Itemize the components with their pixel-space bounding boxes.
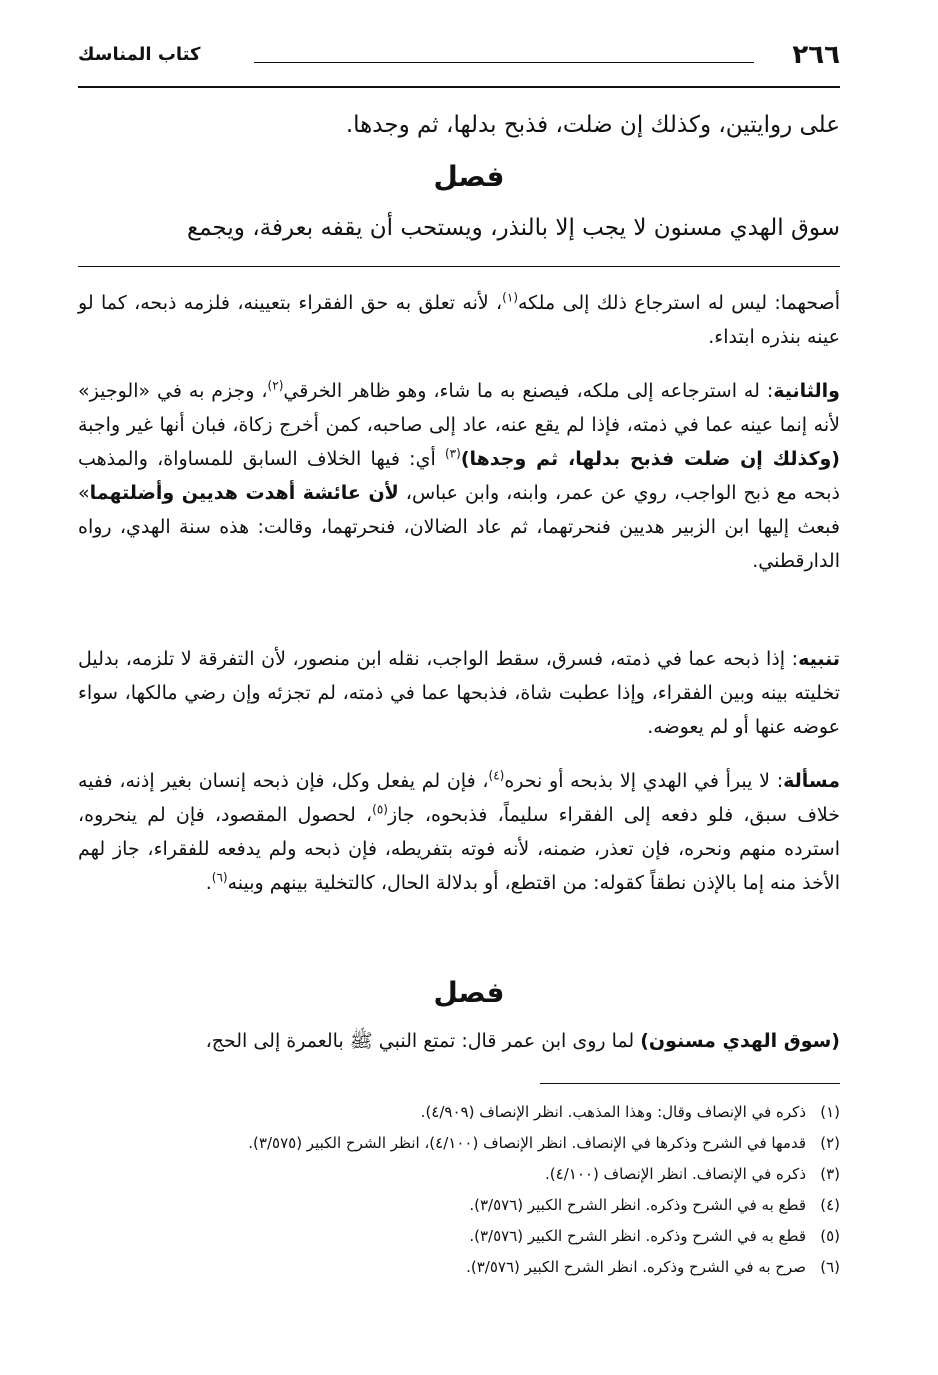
footnote-3 (78, 1159, 840, 1190)
matn-quote: (سوق الهدي مسنون) (640, 1030, 840, 1052)
text-segment: ، لحصول المقصود، فإن لم ينحروه، استرده منهم ونحره، فإن تعذر، ضمنه، لأنه فوته بتفريطه، فإن ذبحه ولم يدفعه للفقراء، جاز لهم الأخذ منه إما بالإذن نطقاً كقوله: من اقتطع، أو بدلالة الحال، كالتخلية بينهم وبينه (78, 804, 840, 894)
footnote-text: ذكره في الإنصاف وقال: وهذا المذهب. انظر الإنصاف (٤/٩٠٩). (420, 1103, 806, 1121)
header-rule (254, 62, 754, 63)
commentary-paragraph-4 (78, 764, 840, 900)
footnote-4 (78, 1190, 840, 1221)
footnote-ref[interactable]: (٣) (444, 446, 461, 461)
page-header (78, 38, 840, 78)
text-segment: ، وجزم به في «الوجيز» لأنه إنما عينه عما في ذمته، فإذا لم يقع عنه، عاد إلى صاحبه، كمن أخرج زكاة، فبان أنها غير واجبة (78, 380, 840, 436)
text-segment: : إذا ذبحه عما في ذمته، فسرق، سقط الواجب، نقله ابن منصور، لأن التفرقة لا تلزمه، بدليل تخليته بينه وبين الفقراء، وإذا عطبت شاة، فذبحها عما في ذمته، لم تجزئه وإن رضي مالكها، سواء عوضه عنها أو لم يعوضه. (78, 648, 840, 738)
footnote-number: (٤) (820, 1196, 840, 1214)
footnote-text: قدمها في الشرح وذكرها في الإنصاف. انظر الإنصاف (٤/١٠٠)، انظر الشرح الكبير (٣/٥٧٥). (248, 1134, 806, 1152)
footnote-number: (٦) (820, 1258, 840, 1276)
footnotes (78, 1097, 840, 1283)
term-thaniya: والثانية (773, 380, 840, 402)
commentary-paragraph-1 (78, 286, 840, 354)
footnote-ref[interactable]: (٥) (372, 802, 388, 817)
footnote-ref[interactable]: (٤) (488, 768, 505, 783)
term-tanbih: تنبيه (798, 648, 840, 670)
commentary-paragraph-5 (78, 1024, 840, 1058)
hadith-quote: لأن عائشة أهدت هديين وأضلتهما (89, 482, 399, 504)
commentary-paragraph-2 (78, 374, 840, 578)
footnote-number: (١) (820, 1103, 840, 1121)
text-segment: : له استرجاعه إلى ملكه، فيصنع به ما شاء، وهو ظاهر الخرقي (283, 380, 774, 402)
text-segment: : ليس له استرجاع ذلك إلى ملكه (518, 292, 781, 314)
text-segment: أي: فيها الخلاف السابق للمساواة، والمذهب ذبحه مع ذبح الواجب، روي عن عمر، وابنه، وابن عباس، (78, 448, 840, 504)
matn-line-1: على روايتين، وكذلك إن ضلت، فذبح بدلها، ثم وجدها. (345, 112, 840, 138)
footnote-2 (78, 1128, 840, 1159)
text-segment: . (205, 872, 212, 894)
matn-quote: (وكذلك إن ضلت فذبح بدلها، ثم وجدها) (460, 448, 840, 470)
text-segment: ، لأنه تعلق به حق الفقراء بتعيينه، فلزمه ذبحه، كما لو عينه بنذره ابتداء. (78, 292, 840, 348)
footnote-6 (78, 1252, 840, 1283)
section-heading-2: فصل (433, 976, 505, 1009)
text-segment: : لا يبرأ في الهدي إلا بذبحه أو نحره (504, 770, 784, 792)
text-segment: » فبعث إليها ابن الزبير هديين فنحرتهما، ثم عاد الضالان، فنحرتهما، وقالت: هذه سنة الهدي، رواه الدارقطني. (78, 482, 840, 572)
footnote-ref[interactable]: (١) (502, 290, 518, 305)
commentary-paragraph-3 (78, 642, 840, 744)
footnote-ref[interactable]: (٦) (211, 870, 228, 885)
footnote-number: (٣) (820, 1165, 840, 1183)
footnote-text: ذكره في الإنصاف. انظر الإنصاف (٤/١٠٠). (545, 1165, 806, 1183)
footnote-text: قطع به في الشرح وذكره. انظر الشرح الكبير (٣/٥٧٦). (469, 1227, 806, 1245)
term-ashahhuma: أصحهما (780, 292, 840, 314)
footnote-text: قطع به في الشرح وذكره. انظر الشرح الكبير (٣/٥٧٦). (469, 1196, 806, 1214)
page-number: ٢٦٦ (792, 40, 840, 70)
footnote-ref[interactable]: (٢) (267, 378, 284, 393)
term-masala: مسألة (783, 770, 840, 792)
footnote-separator (540, 1083, 840, 1084)
footnote-text: صرح به في الشرح وذكره. انظر الشرح الكبير (٣/٥٧٦). (466, 1258, 806, 1276)
text-segment: ، فإن لم يفعل وكل، فإن ذبحه إنسان بغير إذنه، ففيه خلاف سبق، فلو دفعه إلى الفقراء سليماً، فذبحوه، جاز (78, 770, 840, 826)
footnote-number: (٥) (820, 1227, 840, 1245)
footnote-1 (78, 1097, 840, 1128)
text-segment: لما روى ابن عمر قال: تمتع النبي ﷺ بالعمرة إلى الحج، (205, 1030, 641, 1052)
section-heading-1: فصل (433, 160, 505, 193)
footnote-5 (78, 1221, 840, 1252)
matn-commentary-separator (78, 266, 840, 267)
header-underline (78, 86, 840, 88)
running-title: كتاب المناسك (78, 44, 201, 65)
footnote-number: (٢) (820, 1134, 840, 1152)
matn-line-2: سوق الهدي مسنون لا يجب إلا بالنذر، ويستحب أن يقفه بعرفة، ويجمع (187, 215, 840, 241)
